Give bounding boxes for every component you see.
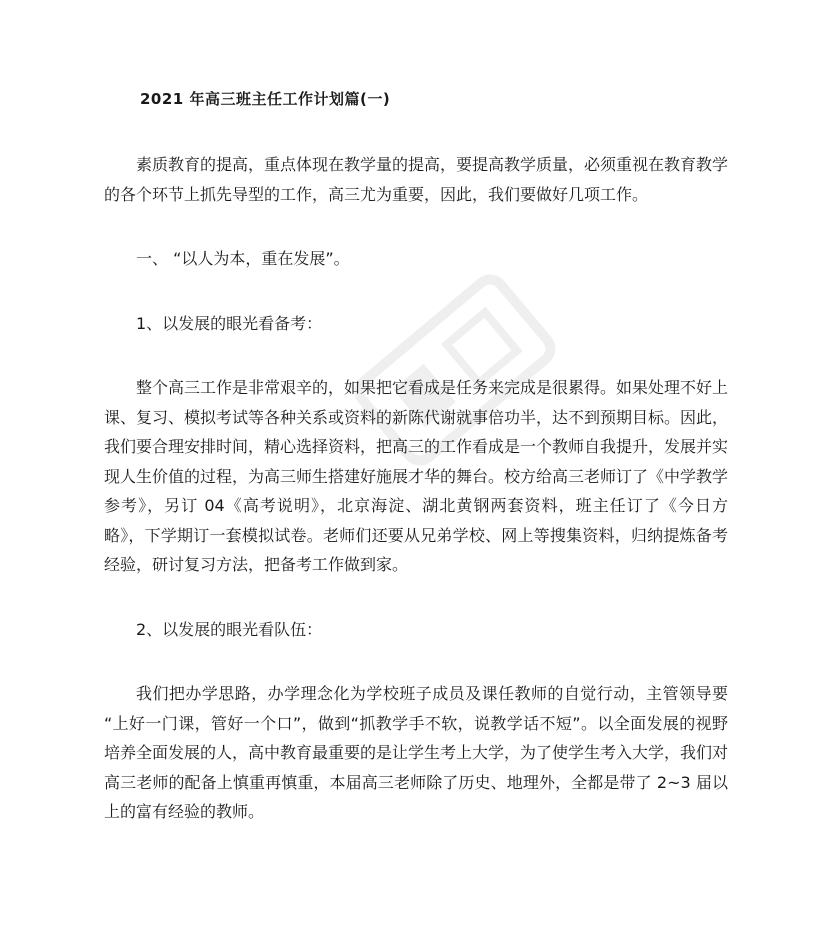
subsection-heading-2: 2、以发展的眼光看队伍： xyxy=(136,619,323,639)
intro-paragraph: 素质教育的提高，重点体现在教学量的提高，要提高教学质量，必须重视在教育教学的各个环节上抓先导型的工作，高三尤为重要，因此，我们要做好几项工作。 xyxy=(104,155,729,204)
subsection-paragraph-1: 整个高三工作是非常艰辛的，如果把它看成是任务来完成是很累得。如果处理不好上课、复习、模拟考试等各种关系或资料的新陈代谢就事倍功半，达不到预期目标。因此，我们要合理安排时间，精心选择资料，把高三的工作看成是一个教师自我提升，发展并实现人生价值的过程，为高三师生搭建好施展才华的舞台。校方给高三老师订了《中学教学参考》，另订 04《高考说明》，北京海淀、湖北黄钢两套资料，班主任订了《今日方略》，下学期订一套模拟试卷。老师们还要从兄弟学校、网上等搜集资料，归纳提炼备考经验，研讨复习方法，把备考工作做到家。 xyxy=(104,378,729,574)
document-title: 2021 年高三班主任工作计划篇(一) xyxy=(140,90,391,108)
document-body xyxy=(104,88,728,827)
subsection-paragraph-2: 我们把办学思路，办学理念化为学校班子成员及课任教师的自觉行动，主管领导要 “上好一门课，管好一个口”，做到“抓教学手不软，说教学话不短”。以全面发展的视野培养全面发展的人，高中教育最重要的是让学生考上大学，为了使学生考入大学，我们对高三老师的配备上慎重再慎重，本届高三老师除了历史、地理外，全都是带了 2~3 届以上的富有经验的教师。 xyxy=(104,684,729,821)
section-heading-1: 一、 “以人为本，重在发展”。 xyxy=(136,249,350,268)
subsection-heading-1: 1、以发展的眼光看备考： xyxy=(136,313,323,333)
